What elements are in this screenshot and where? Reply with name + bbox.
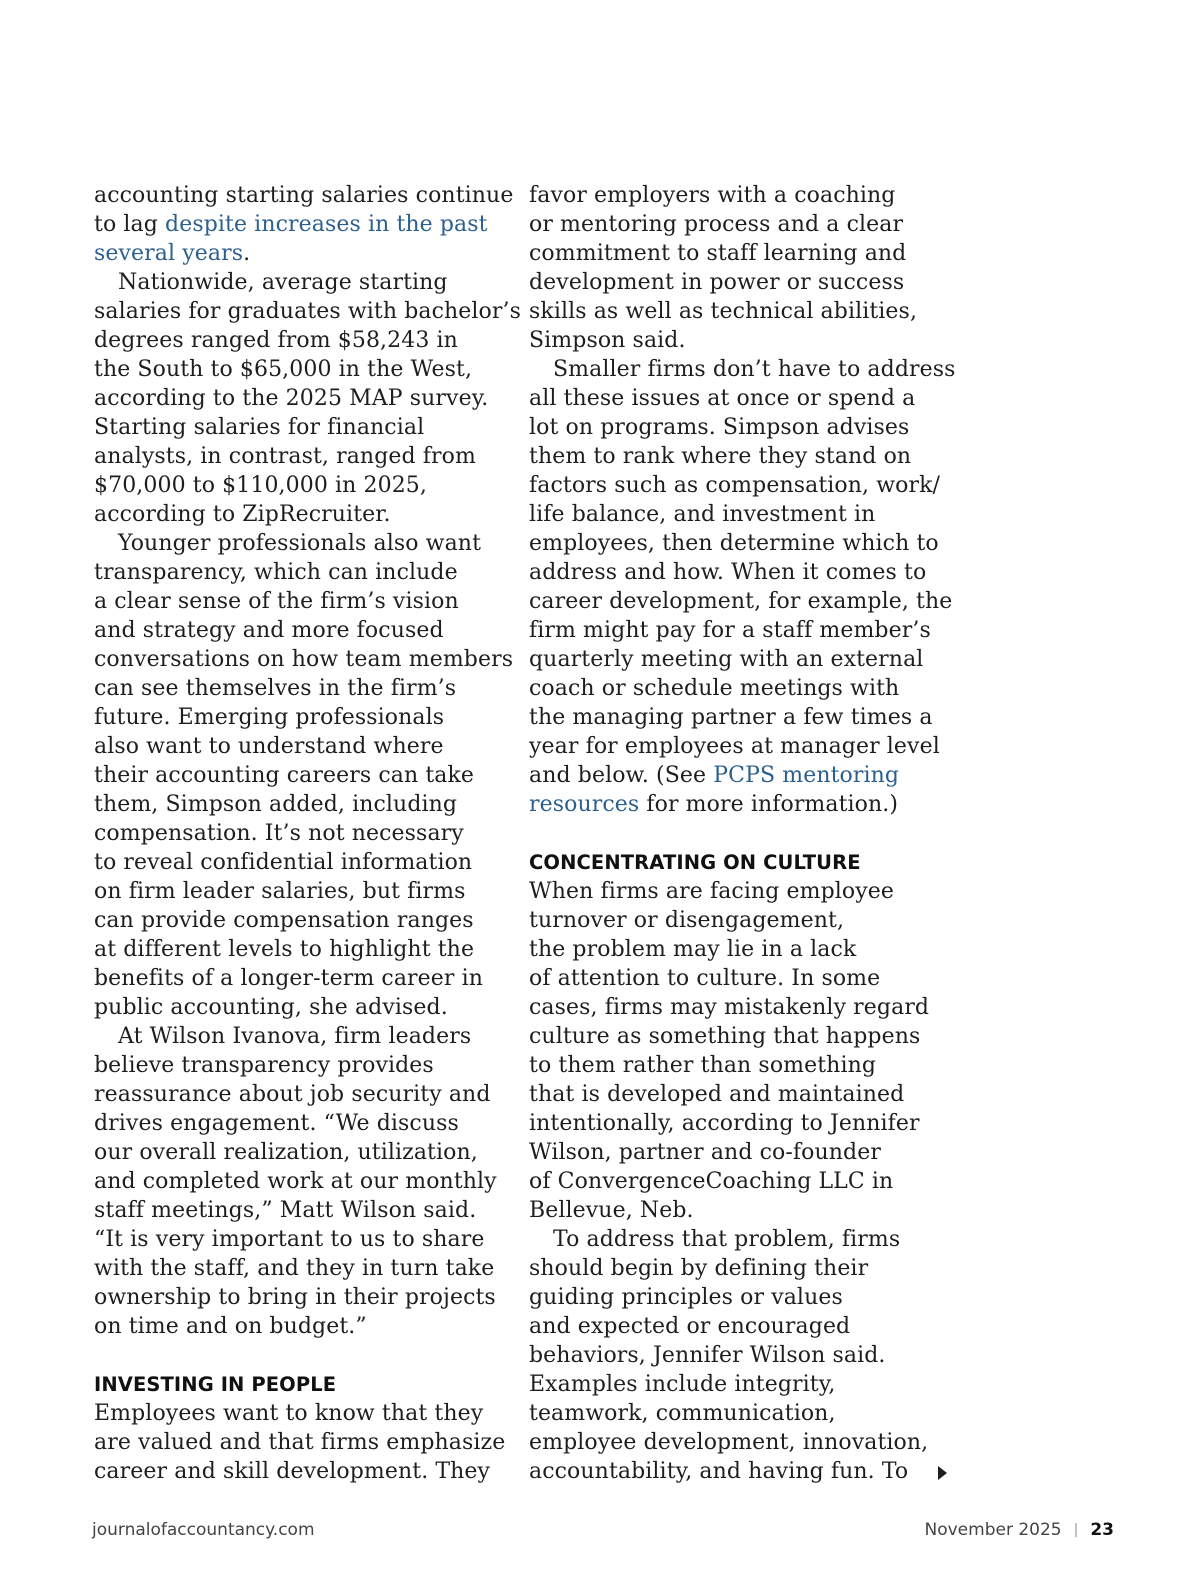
text-line: should begin by defining their [529, 1256, 869, 1281]
paragraph-salaries-lag [94, 181, 512, 268]
text-line: also want to understand where [94, 734, 444, 759]
text-line: factors such as compensation, work/ [529, 473, 941, 498]
text-line: employee development, innovation, [529, 1430, 929, 1455]
text-line: on time and on budget.” [94, 1314, 367, 1339]
text-line: firm might pay for a staff member’s [529, 618, 931, 643]
text-line: analysts, in contrast, ranged from [94, 444, 476, 469]
text-line: salaries for graduates with bachelor’s [94, 299, 521, 324]
text-line: drives engagement. “We discuss [94, 1111, 459, 1136]
text-span: to lag [94, 212, 166, 237]
text-line [529, 790, 947, 819]
text-line: intentionally, according to Jennifer [529, 1111, 920, 1136]
text-line: with the staff, and they in turn take [94, 1256, 495, 1281]
text-line: and expected or encouraged [529, 1314, 851, 1339]
text-line: according to the 2025 MAP survey. [94, 386, 489, 411]
text-line: ownership to bring in their projects [94, 1285, 496, 1310]
text-line: to them rather than something [529, 1053, 877, 1078]
text-line: To address that problem, firms [553, 1227, 901, 1252]
text-line: Examples include integrity, [529, 1372, 836, 1397]
text-line: employees, then determine which to [529, 531, 939, 556]
text-line: guiding principles or values [529, 1285, 843, 1310]
text-line: coach or schedule meetings with [529, 676, 900, 701]
text-line: cases, firms may mistakenly regard [529, 995, 930, 1020]
text-line: believe transparency provides [94, 1053, 434, 1078]
text-line: culture as something that happens [529, 1024, 921, 1049]
left-column [94, 181, 521, 1486]
text-line: turnover or disengagement, [529, 908, 845, 933]
text-line: conversations on how team members [94, 647, 514, 672]
text-line: that is developed and maintained [529, 1082, 905, 1107]
paragraph-culture [529, 877, 947, 1225]
text-line: Smaller firms don’t have to address [553, 357, 956, 382]
text-line [94, 210, 512, 239]
spacer [529, 819, 947, 848]
text-line: according to ZipRecruiter. [94, 502, 391, 527]
text-line: Starting salaries for financial [94, 415, 425, 440]
paragraph-wilson-ivanova [94, 1022, 512, 1341]
footer-site[interactable]: journalofaccountancy.com [92, 1520, 315, 1540]
text-line: or mentoring process and a clear [529, 212, 904, 237]
paragraph-coaching [529, 181, 947, 355]
salary-increases-link[interactable]: despite increases in the past [165, 212, 488, 237]
text-line: them, Simpson added, including [94, 792, 458, 817]
text-line: their accounting careers can take [94, 763, 475, 788]
text-line: a clear sense of the firm’s vision [94, 589, 459, 614]
text-line: behaviors, Jennifer Wilson said. [529, 1343, 886, 1368]
text-line: compensation. It’s not necessary [94, 821, 464, 846]
footer-issue-date: November 2025 [924, 1520, 1062, 1540]
spacer [94, 1341, 512, 1370]
footer-issue-info [925, 1518, 1115, 1542]
text-span: and below. (See [529, 763, 714, 788]
text-line: and completed work at our monthly [94, 1169, 497, 1194]
paragraph-younger-professionals [94, 529, 512, 1022]
text-line [94, 239, 512, 268]
text-line: and strategy and more focused [94, 618, 444, 643]
paragraph-address-problem [529, 1225, 947, 1486]
text-line: accountability, and having fun. To [529, 1459, 909, 1484]
text-line: staff meetings,” Matt Wilson said. [94, 1198, 477, 1223]
text-line: are valued and that firms emphasize [94, 1430, 506, 1455]
text-line: on firm leader salaries, but firms [94, 879, 466, 904]
text-line: future. Emerging professionals [94, 705, 445, 730]
text-line: Nationwide, average starting [118, 270, 448, 295]
text-line: “It is very important to us to share [94, 1227, 485, 1252]
footer-separator: | [1073, 1522, 1079, 1538]
pcps-mentoring-link-cont[interactable]: resources [529, 792, 640, 817]
text-line [529, 761, 947, 790]
text-line: degrees ranged from $58,243 in [94, 328, 458, 353]
text-line: Simpson said. [529, 328, 686, 353]
text-line: the South to $65,000 in the West, [94, 357, 473, 382]
paragraph-smaller-firms [529, 355, 956, 819]
text-line: development in power or success [529, 270, 905, 295]
text-line: public accounting, she advised. [94, 995, 448, 1020]
text-line: can see themselves in the firm’s [94, 676, 457, 701]
text-line: Wilson, partner and co-founder [529, 1140, 881, 1165]
text-line: reassurance about job security and [94, 1082, 491, 1107]
text-line: our overall realization, utilization, [94, 1140, 478, 1165]
page-number: 23 [1090, 1520, 1114, 1540]
text-line: transparency, which can include [94, 560, 458, 585]
right-column [529, 181, 956, 1486]
pcps-mentoring-link[interactable]: PCPS mentoring [713, 763, 900, 788]
text-line: life balance, and investment in [529, 502, 876, 527]
text-line: teamwork, communication, [529, 1401, 836, 1426]
paragraph-nationwide [94, 268, 521, 529]
text-span: . [243, 241, 251, 266]
text-line: Bellevue, Neb. [529, 1198, 694, 1223]
text-line: lot on programs. Simpson advises [529, 415, 910, 440]
text-line: Younger professionals also want [118, 531, 482, 556]
text-line: At Wilson Ivanova, firm leaders [118, 1024, 472, 1049]
section-heading-investing: INVESTING IN PEOPLE [94, 1373, 337, 1396]
text-line: quarterly meeting with an external [529, 647, 924, 672]
section-heading-culture: CONCENTRATING ON CULTURE [529, 851, 861, 874]
text-line: can provide compensation ranges [94, 908, 474, 933]
text-line: skills as well as technical abilities, [529, 299, 918, 324]
text-line: career and skill development. They [94, 1459, 491, 1484]
text-line: When firms are facing employee [529, 879, 895, 904]
salary-increases-link-cont[interactable]: several years [94, 241, 244, 266]
text-line: at different levels to highlight the [94, 937, 475, 962]
text-line: $70,000 to $110,000 in 2025, [94, 473, 427, 498]
text-line: Employees want to know that they [94, 1401, 484, 1426]
paragraph-employees-valued [94, 1399, 512, 1486]
text-line: year for employees at manager level [529, 734, 940, 759]
text-line: career development, for example, the [529, 589, 953, 614]
text-line: the managing partner a few times a [529, 705, 933, 730]
continue-arrow-icon [938, 1466, 947, 1480]
text-line: of ConvergenceCoaching LLC in [529, 1169, 894, 1194]
text-span: for more information.) [639, 792, 899, 817]
text-line: them to rank where they stand on [529, 444, 912, 469]
text-line: the problem may lie in a lack [529, 937, 857, 962]
text-line: accounting starting salaries continue [94, 183, 514, 208]
text-line: address and how. When it comes to [529, 560, 927, 585]
text-line: to reveal confidential information [94, 850, 473, 875]
text-line: all these issues at once or spend a [529, 386, 916, 411]
text-line: benefits of a longer-term career in [94, 966, 484, 991]
text-line: of attention to culture. In some [529, 966, 881, 991]
text-line: favor employers with a coaching [529, 183, 896, 208]
text-line: commitment to staff learning and [529, 241, 907, 266]
